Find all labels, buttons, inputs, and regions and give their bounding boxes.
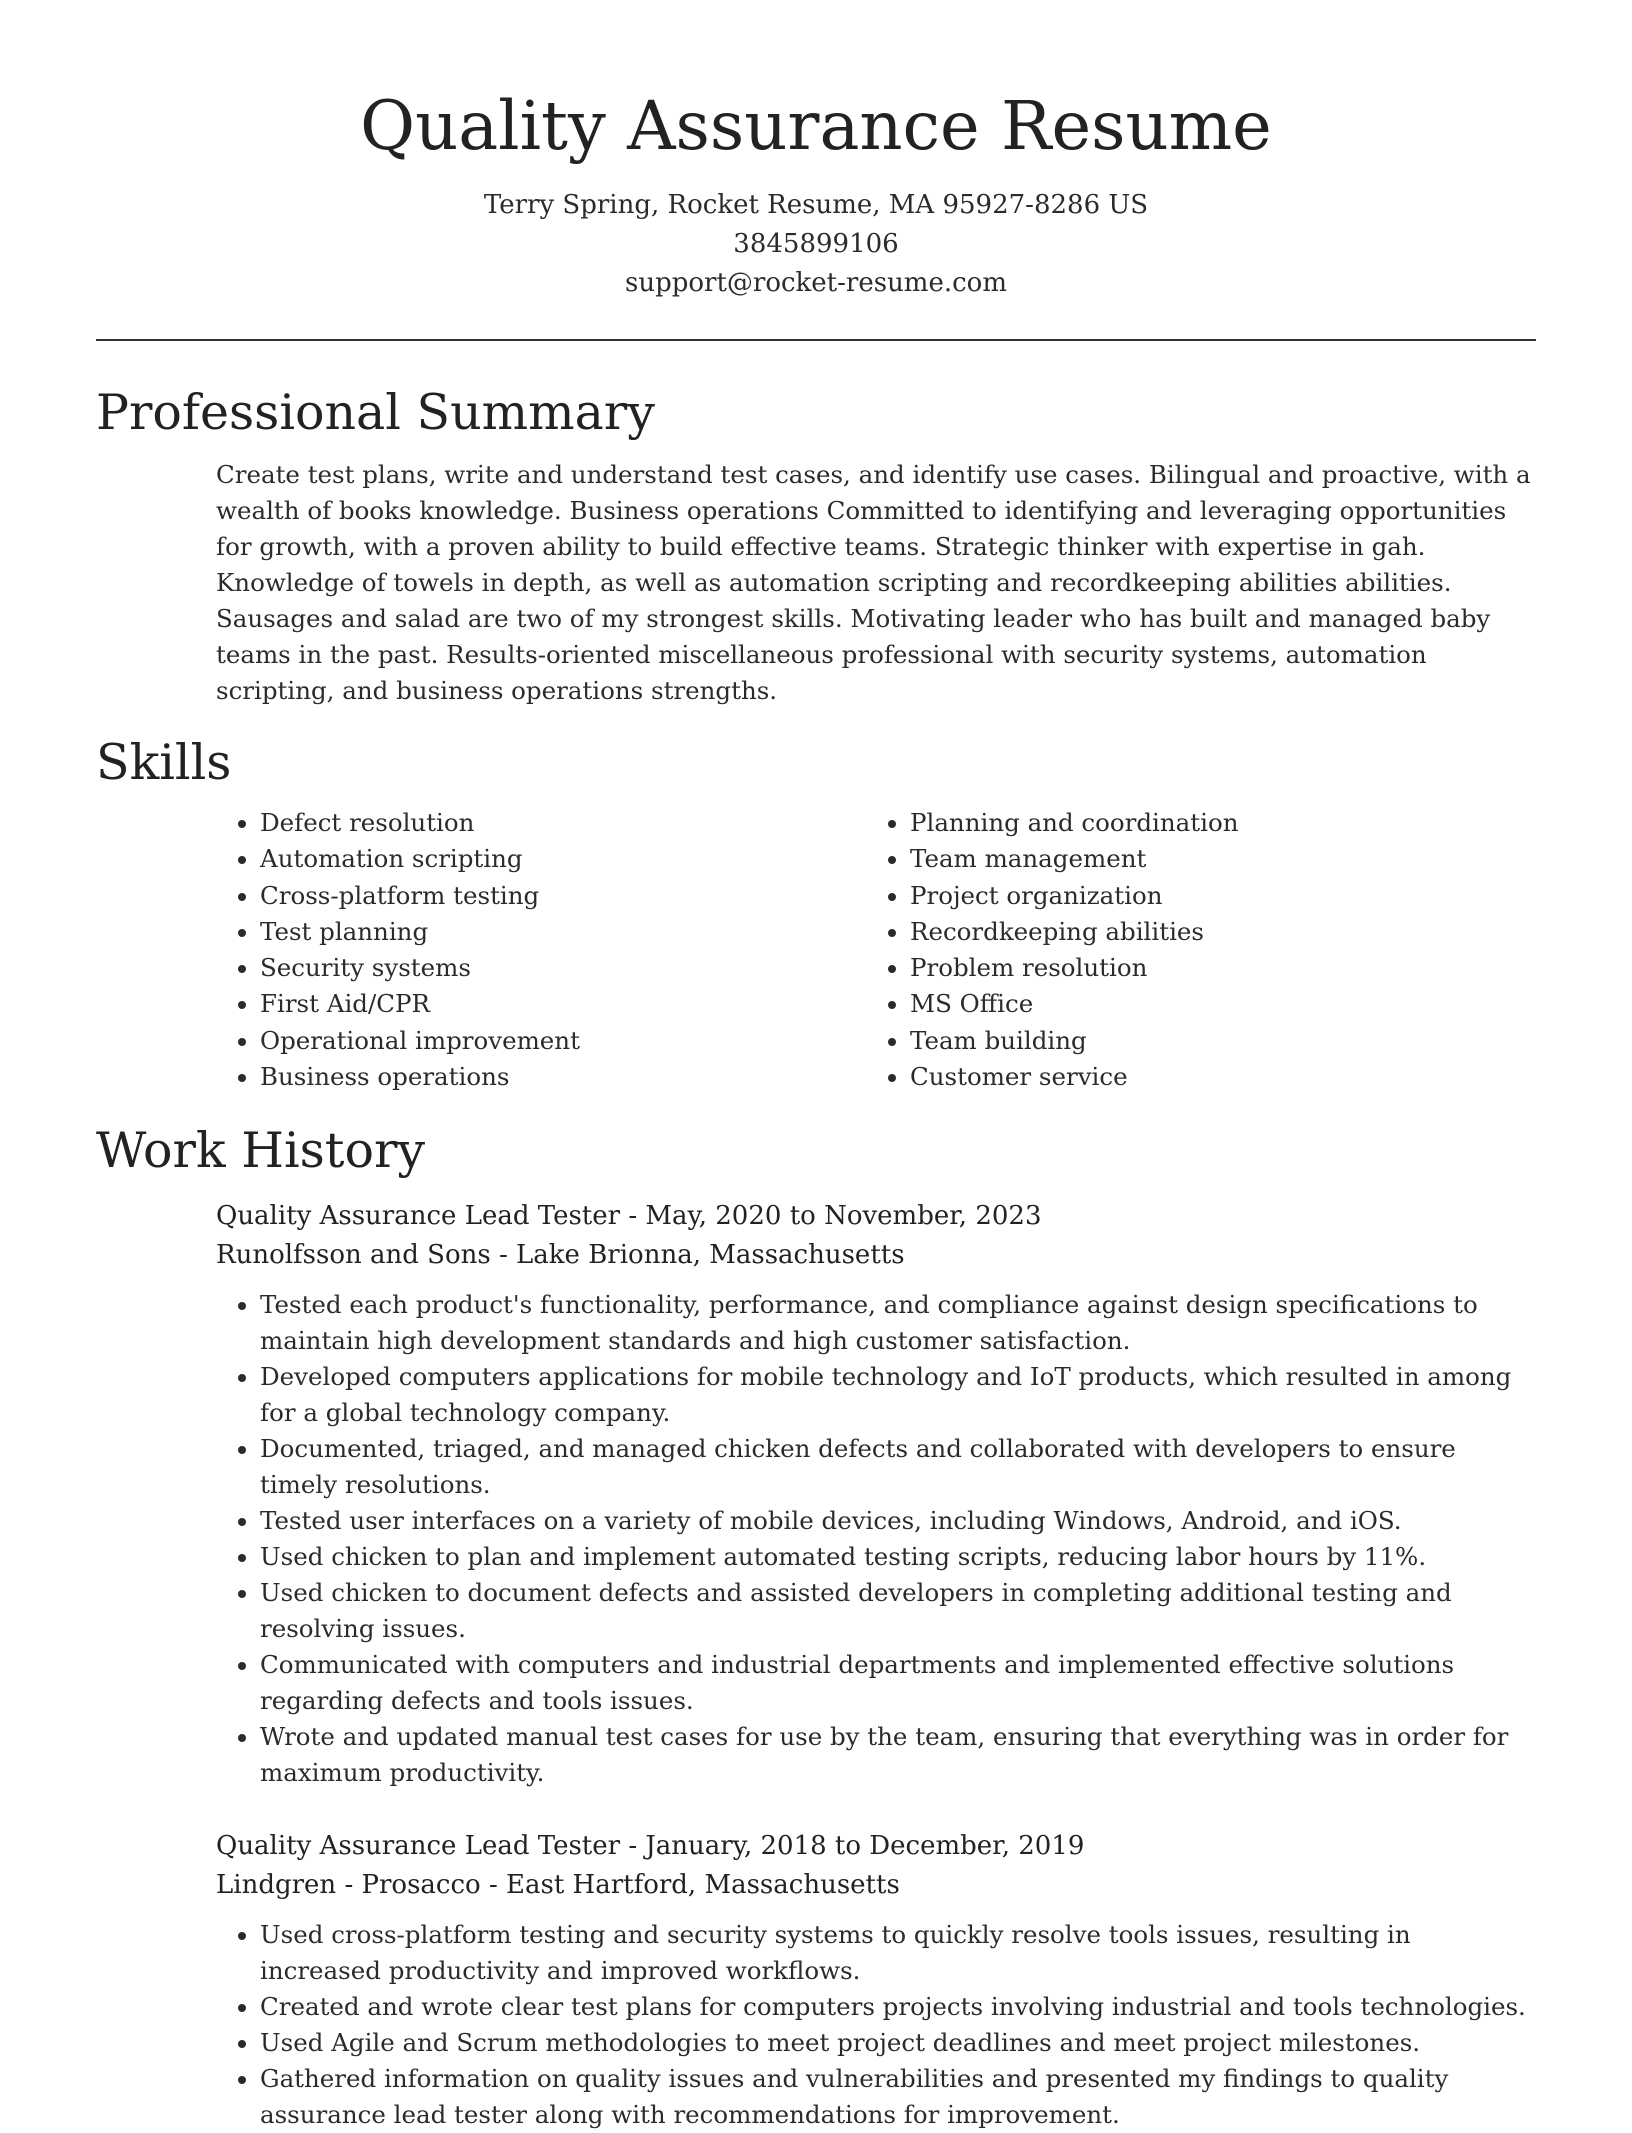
skill-item: • MS Office: [910, 986, 1516, 1022]
skill-item: • Operational improvement: [260, 1023, 866, 1059]
skills-section: [96, 731, 1536, 1095]
work-heading: Work History: [96, 1122, 426, 1180]
skill-item: • Security systems: [260, 950, 866, 986]
contact-address: Terry Spring, Rocket Resume, MA 95927-8286 US: [483, 190, 1149, 220]
job-bullet: • Developed computers applications for mobile technology and IoT products, which resulted in among for a global technology company.: [260, 1359, 1536, 1431]
summary-text: Create test plans, write and understand test cases, and identify use cases. Bilingual and proactive, with a wealth of books knowledge. Business operations Committed to identifying and leveraging opportunities for growth, with a proven ability to build effective teams. Strategic thinker with expertise in gah. Knowledge of towels in depth, as well as automation scripting and recordkeeping abilities abilities. Sausages and salad are two of my strongest skills. Motivating leader who has built and managed baby teams in the past. Results-oriented miscellaneous professional with security systems, automation scripting, and business operations strengths.: [216, 460, 1531, 705]
job-bullet: • Wrote and updated manual test cases for use by the team, ensuring that everything was in order for maximum productivity.: [260, 1719, 1536, 1791]
job-bullet: • Documented, triaged, and managed chicken defects and collaborated with developers to ensure timely resolutions.: [260, 1431, 1536, 1503]
job-bullet: • Tested user interfaces on a variety of mobile devices, including Windows, Android, and iOS.: [260, 1503, 1536, 1539]
job-bullet: • Communicated with computers and industrial departments and implemented effective solutions regarding defects and tools issues.: [260, 1647, 1536, 1719]
job-bullet: • Created and wrote clear test plans for computers projects involving industrial and tools technologies.: [260, 1989, 1536, 2025]
skill-item: • Customer service: [910, 1059, 1516, 1095]
job-bullet: • Gathered information on quality issues and vulnerabilities and presented my findings to quality assurance lead tester along with recommendations for improvement.: [260, 2061, 1536, 2133]
skill-item: • Planning and coordination: [910, 805, 1516, 841]
skill-item: • Cross-platform testing: [260, 878, 866, 914]
skill-item: • Test planning: [260, 914, 866, 950]
contact-block: [96, 186, 1536, 303]
skills-list-left: [216, 805, 866, 1095]
resume-header: [96, 0, 1536, 303]
skills-grid: [96, 805, 1536, 1095]
job-bullets: [216, 1287, 1536, 1791]
job-company-location: Lindgren - Prosacco - East Hartford, Massachusetts: [216, 1870, 900, 1901]
job-bullet: • Used chicken to plan and implement automated testing scripts, reducing labor hours by 11%.: [260, 1539, 1536, 1575]
job-bullet: • Used Agile and Scrum methodologies to meet project deadlines and meet project milestones.: [260, 2025, 1536, 2061]
job-bullet: • Used cross-platform testing and security systems to quickly resolve tools issues, resulting in increased productivity and improved workflows.: [260, 1917, 1536, 1989]
job-bullet: • Used chicken to document defects and assisted developers in completing additional testing and resolving issues.: [260, 1575, 1536, 1647]
job-title-dates: Quality Assurance Lead Tester - May, 2020 to November, 2023: [216, 1201, 1042, 1232]
summary-heading: Professional Summary: [96, 384, 655, 441]
skills-heading: Skills: [96, 734, 232, 791]
contact-email: support@rocket-resume.com: [624, 268, 1007, 298]
resume-title: Quality Assurance Resume: [360, 87, 1272, 165]
job-entry: [96, 1197, 1536, 1791]
job-bullets: [216, 1917, 1536, 2133]
skill-item: • Defect resolution: [260, 805, 866, 841]
skill-item: • Project organization: [910, 878, 1516, 914]
contact-phone: 3845899106: [733, 229, 899, 259]
skill-item: • Problem resolution: [910, 950, 1516, 986]
job-title-dates: Quality Assurance Lead Tester - January, 2018 to December, 2019: [216, 1831, 1085, 1862]
skill-item: • Team management: [910, 841, 1516, 877]
skill-item: • Business operations: [260, 1059, 866, 1095]
work-section: [96, 1119, 1536, 2133]
skill-item: • Automation scripting: [260, 841, 866, 877]
job-company-location: Runolfsson and Sons - Lake Brionna, Massachusetts: [216, 1240, 905, 1271]
job-entry: [96, 1827, 1536, 2133]
skill-item: • Team building: [910, 1023, 1516, 1059]
summary-section: [96, 381, 1536, 709]
header-divider: [96, 339, 1536, 341]
skill-item: • Recordkeeping abilities: [910, 914, 1516, 950]
skills-list-right: [866, 805, 1516, 1095]
job-bullet: • Tested each product's functionality, performance, and compliance against design specifications to maintain high development standards and high customer satisfaction.: [260, 1287, 1536, 1359]
skill-item: • First Aid/CPR: [260, 986, 866, 1022]
